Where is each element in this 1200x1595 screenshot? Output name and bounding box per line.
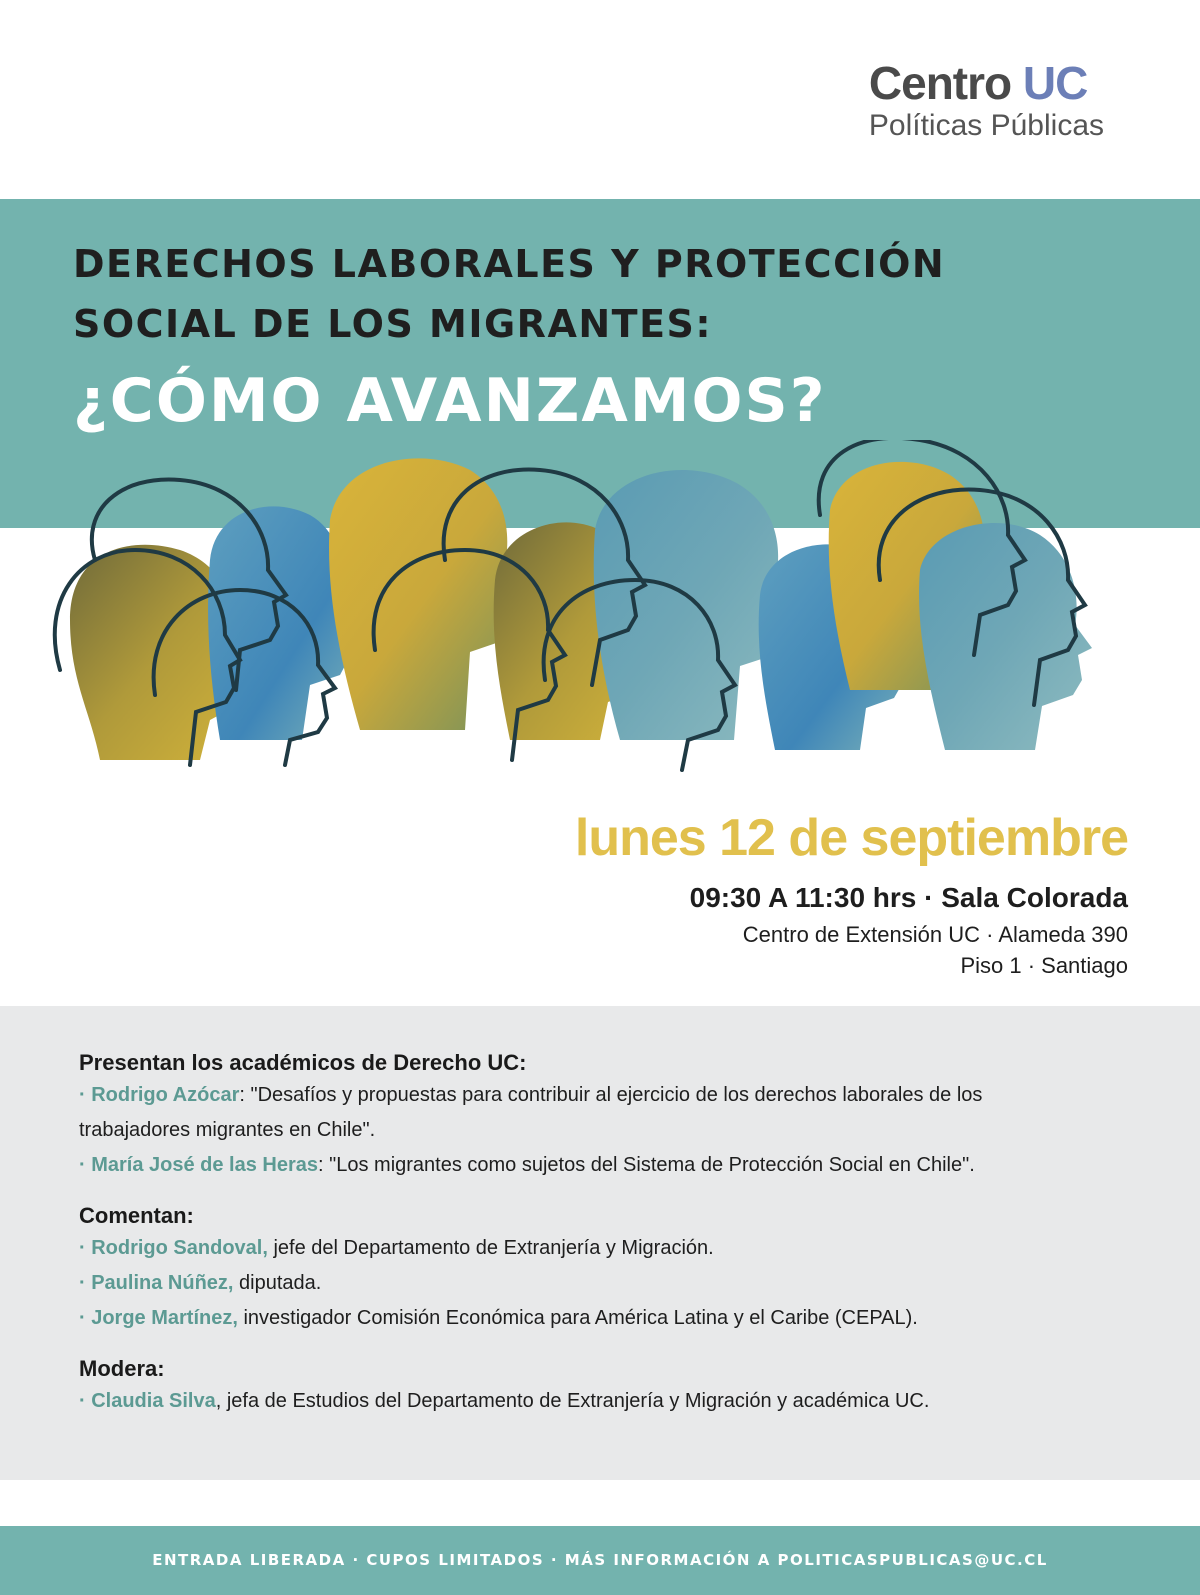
title-line-2: SOCIAL DE LOS MIGRANTES: [73, 302, 713, 346]
logo-subtitle: Políticas Públicas [868, 109, 1104, 142]
presenter-name: · María José de las Heras [79, 1154, 319, 1176]
title-line-3: ¿CÓMO AVANZAMOS? [73, 366, 827, 436]
commenter-name: · Paulina Núñez, [79, 1272, 234, 1294]
event-date: lunes 12 de septiembre [574, 809, 1128, 867]
presenters-heading: Presentan los académicos de Derecho UC: [79, 1050, 527, 1075]
logo-word-centro: Centro [868, 57, 1023, 109]
presenter-text: : "Los migrantes como sujetos del Sistema de Protección Social en Chile". [318, 1154, 975, 1176]
presenter-name: · Rodrigo Azócar [79, 1084, 240, 1106]
commenter-text: investigador Comisión Económica para América Latina y el Caribe (CEPAL). [237, 1307, 918, 1329]
commenter-name: · Jorge Martínez, [79, 1307, 238, 1329]
event-venue-line2: Piso 1 · Santiago [960, 953, 1128, 978]
commenter-item [79, 1231, 1119, 1266]
title-line-1: DERECHOS LABORALES Y PROTECCIÓN [73, 242, 946, 286]
moderator-heading: Modera: [79, 1356, 165, 1381]
event-time-place: 09:30 A 11:30 hrs · Sala Colorada [689, 882, 1128, 913]
logo-word-uc: UC [1022, 57, 1088, 109]
event-venue-line1: Centro de Extensión UC · Alameda 390 [742, 922, 1128, 947]
commenter-text: diputada. [233, 1272, 322, 1294]
heads-illustration [40, 440, 1140, 790]
footer-text: ENTRADA LIBERADA · CUPOS LIMITADOS · MÁS INFORMACIÓN A POLITICASPUBLICAS@UC.CL [152, 1551, 1048, 1569]
moderator-text: , jefa de Estudios del Departamento de Extranjería y Migración y académica UC. [215, 1390, 930, 1412]
commenter-name: · Rodrigo Sandoval, [79, 1237, 268, 1259]
commenters-heading: Comentan: [79, 1203, 194, 1228]
moderator-item [79, 1384, 1119, 1419]
presenter-item [79, 1078, 1119, 1148]
program [79, 1048, 1119, 1419]
commenter-text: jefe del Departamento de Extranjería y Migración. [267, 1237, 714, 1259]
logo [869, 58, 1104, 144]
commenter-item [79, 1266, 1119, 1301]
head-fills [70, 458, 1092, 760]
presenter-item [79, 1148, 1119, 1183]
presenter-text: : "Desafíos y propuestas para contribuir al ejercicio de los derechos laborales de los [239, 1084, 983, 1106]
presenter-text-cont: trabajadores migrantes en Chile". [79, 1119, 376, 1141]
commenter-item [79, 1301, 1119, 1336]
moderator-name: · Claudia Silva [79, 1390, 216, 1412]
logo-title [869, 58, 1104, 108]
footer-banner [0, 1526, 1200, 1595]
